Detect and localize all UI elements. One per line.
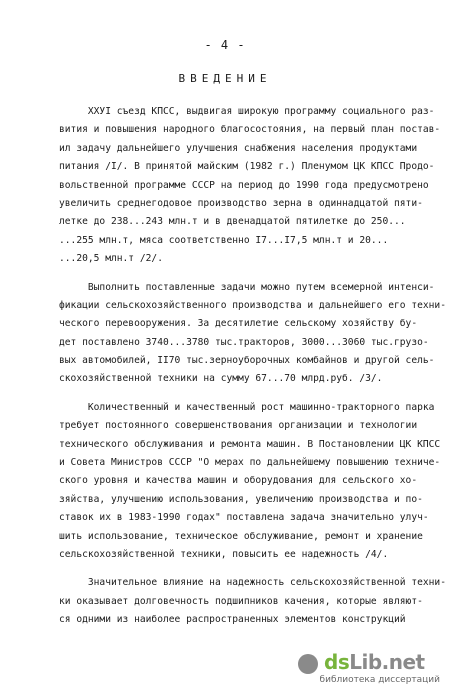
- text-line: ...255 млн.т, мяса соответственно I7...I7,5 млн.т и 20...: [59, 234, 389, 246]
- body-text: [59, 103, 446, 630]
- paragraph: [59, 279, 446, 389]
- text-line: дет поставлено 3740...3780 тыс.тракторов, 3000...3060 тыс.грузо-: [59, 336, 429, 348]
- text-line: вольственной программе СССР на период до 1990 года предусмотрено: [59, 179, 429, 191]
- text-line: ческого перевооружения. За десятилетие сельскому хозяйству бу-: [59, 318, 418, 330]
- text-line: увеличить среднегодовое производство зерна в одиннадцатой пяти-: [59, 197, 423, 209]
- text-line: ...20,5 млн.т /2/.: [59, 253, 163, 265]
- text-line: скохозяйственной техники на сумму 67...70 млрд.руб. /3/.: [59, 373, 383, 385]
- paragraph-gap: [59, 389, 429, 399]
- text-line: технического обслуживания и ремонта машин. В Постановлении ЦК КПСС: [59, 438, 441, 450]
- logo-disc-icon: [298, 654, 318, 674]
- section-heading: ВВЕДЕНИЕ: [178, 72, 272, 85]
- text-line: летке до 238...243 млн.т и в двенадцатой пятилетке до 250...: [59, 216, 406, 228]
- paragraph: [59, 574, 446, 629]
- site-watermark[interactable]: [290, 650, 440, 690]
- paragraph-gap: [59, 564, 429, 574]
- text-line: Количественный и качественный рост машинно-тракторного парка: [59, 401, 435, 413]
- text-line: XXУI съезд КПСС, выдвигая широкую программу социального раз-: [59, 106, 435, 117]
- watermark-subtitle: библиотека диссертаций: [319, 675, 440, 685]
- text-line: и Совета Министров СССР "О мерах по дальнейшему повышению техниче-: [59, 457, 441, 469]
- paragraph: [59, 103, 441, 269]
- text-line: требует постоянного совершенствования организации и технологии: [59, 420, 418, 432]
- text-line: ил задачу дальнейшего улучшения снабжения населения продуктами: [59, 142, 418, 154]
- text-line: шить использование, техническое обслуживание, ремонт и хранение: [59, 530, 423, 542]
- text-line: ского уровня и качества машин и оборудования для сельского хо-: [59, 475, 418, 487]
- paragraph-gap: [59, 269, 429, 279]
- text-line: ставок их в 1983-1990 годах" поставлена задача значительно улуч-: [59, 512, 429, 524]
- text-line: зяйства, улучшению использования, увеличению производства и по-: [59, 493, 423, 505]
- text-line: ки оказывает долговечность подшипников качения, которые являют-: [59, 595, 423, 607]
- text-line: сельскохозяйственной техники, повысить ее надежность /4/.: [59, 548, 389, 560]
- text-line: питания /I/. В принятой майским (1982 г.) Пленумом ЦК КПСС Продо-: [59, 161, 435, 173]
- text-line: вития и повышения народного благосостояния, на первый план постав-: [59, 124, 441, 136]
- text-line: фикации сельскохозяйственного производства и дальнейшего его техни-: [59, 299, 446, 311]
- text-line: вых автомобилей, II70 тыс.зерноуборочных комбайнов и другой сель-: [59, 355, 435, 367]
- text-line: ся одними из наиболее распространенных элементов конструкций: [59, 614, 406, 626]
- page-number: - 4 -: [204, 38, 246, 52]
- text-line: Выполнить поставленные задачи можно путем всемерной интенси-: [59, 281, 435, 293]
- watermark-logo: dsLib.net: [324, 650, 425, 674]
- text-line: Значительное влияние на надежность сельскохозяйственной техни-: [59, 577, 446, 589]
- paragraph: [59, 399, 441, 565]
